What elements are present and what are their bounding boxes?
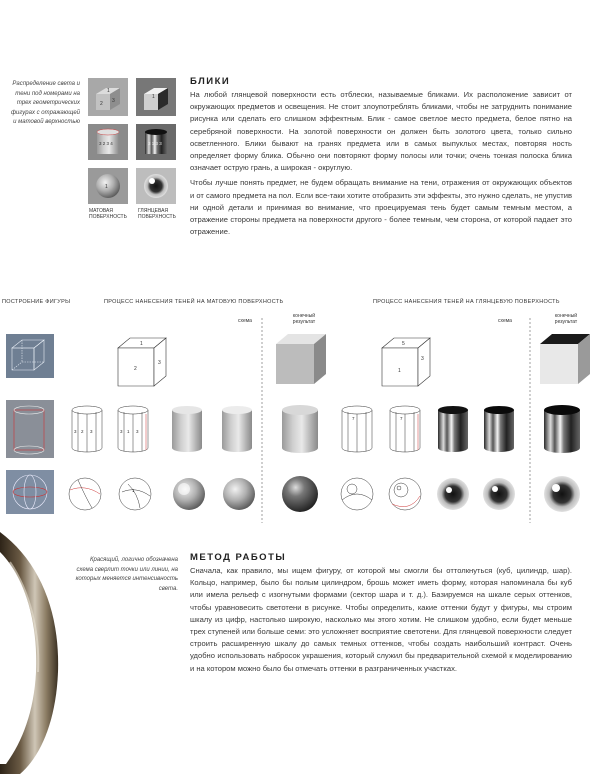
thumb-cube-gloss-icon xyxy=(136,78,176,116)
svg-text:3: 3 xyxy=(120,429,123,434)
thumb-caption-matte: МАТОВАЯ ПОВЕРХНОСТЬ xyxy=(89,208,127,220)
thumb-cube-matte-icon xyxy=(88,78,128,116)
svg-text:1: 1 xyxy=(105,184,108,190)
gloss-cylinder-result-icon xyxy=(544,405,580,453)
svg-text:1: 1 xyxy=(107,88,110,94)
method-text: Сначала, как правило, мы ищем фигуру, от которой мы смогли бы оттолкнуться (куб, цилиндр, шар). Кольцо, например, было бы полым цилиндром, брошь может иметь форму, которая напоминала бы куб или имела рельеф с изогнутыми формами (сектор шара и т. д.). Базируемся на шкале серых оттенков, чтобы уравновесить светотени в рисунке. Чтобы определить, какие оттенки будут у фигуры, мы строим шкалу из цифр, настолько широкую, насколько мы этого хотим. Не слишком удобно, если будет меньше трех ступеней или больше семи: это усложняет восприятие светотени. Для глянцевой поверхности следует строить расширенную шкалу до самых темных оттенков, чтобы создать наибольший контраст. Очень удобно использовать набросок украшения, который служил бы предварительной схемой к моделированию и на котором можно было бы отмечать оттенки в разграниченных участках. xyxy=(190,566,572,673)
glossy-process-label: ПРОЦЕСС НАНЕСЕНИЯ ТЕНЕЙ НА ГЛЯНЦЕВУЮ ПОВЕРХНОСТЬ xyxy=(373,299,560,305)
svg-text:2: 2 xyxy=(100,101,103,107)
construction-cube-icon xyxy=(6,334,54,378)
svg-text:3 1 3 3: 3 1 3 3 xyxy=(148,141,162,146)
svg-text:7: 7 xyxy=(400,416,403,421)
matte-sphere-step1-icon xyxy=(69,478,101,510)
gloss-sphere-step2-icon xyxy=(389,478,421,510)
gloss-cube-scheme-icon xyxy=(382,338,430,386)
svg-text:3: 3 xyxy=(136,429,139,434)
svg-text:3: 3 xyxy=(421,356,424,362)
ring-photo-icon xyxy=(0,532,70,774)
svg-text:3: 3 xyxy=(74,429,77,434)
svg-text:1: 1 xyxy=(127,429,130,434)
highlights-paragraph-2: Чтобы лучше понять предмет, не будем обращать внимание на тени, отражения от окружающих объектов и от самого предмета на пол. Если все-таки хотите отобразить эти эффекты, это нужно сделать, не упустив ни одной детали и принимая во внимание, что проецируемая тень будет самым темным местом, а отражение стороны предмета на поверхности другого - более темным, чем сторона, от которой падает это отражение. xyxy=(190,178,572,237)
svg-text:2: 2 xyxy=(81,429,84,434)
construction-label: ПОСТРОЕНИЕ ФИГУРЫ xyxy=(2,299,71,305)
highlights-title: БЛИКИ xyxy=(190,76,231,87)
svg-text:1: 1 xyxy=(132,488,135,493)
construction-sphere-icon xyxy=(6,470,54,514)
matte-sphere-step2-icon xyxy=(119,478,151,510)
svg-text:5: 5 xyxy=(402,341,405,347)
gloss-cube-result-icon xyxy=(540,334,590,384)
gloss-sphere-step4-icon xyxy=(483,478,515,510)
svg-text:3: 3 xyxy=(112,98,115,104)
svg-text:1: 1 xyxy=(140,341,143,347)
highlights-paragraph-1: На любой глянцевой поверхности есть отблески, называемые бликами. Их расположение зависит от окружающих предметов и освещения. Не стоит злоупотреблять бликами, чтобы не затруднить понимание рисунка или сделать его слишком эффектным. Блик - самое светлое место предмета, белое пятно на серебряной поверхности. На золотой поверхности он должен быть золотого цвета, только сильно осветленного. Блики бывают на гранях предмета или в самых выпуклых местах, повторяя ность определяет форму блика. Обычно они повторяют форму полосы или точки; очень тонкая полоска блика означает острую грань, а широкая - округлую. xyxy=(190,90,572,173)
scheme-label-1: схема xyxy=(238,318,252,324)
result-label-1: конечный результат xyxy=(292,313,316,325)
thumb-sphere-matte-icon xyxy=(88,168,128,204)
method-title: МЕТОД РАБОТЫ xyxy=(190,552,287,563)
svg-text:2: 2 xyxy=(134,366,137,372)
svg-text:3 2 3 4: 3 2 3 4 xyxy=(99,141,113,146)
thumb-caption-glossy: ГЛЯНЦЕВАЯ ПОВЕРХНОСТЬ xyxy=(138,208,176,220)
matte-cube-scheme-icon xyxy=(118,338,166,386)
gloss-cylinder-step4-icon xyxy=(484,406,514,452)
bottom-caption: Красящий, логично обозначена схема сверлит точки или линии, на которых меняется интенсивность света. xyxy=(75,557,178,592)
thumb-cylinder-gloss-icon xyxy=(136,124,176,160)
result-label-2: конечный результат xyxy=(554,313,578,325)
svg-text:7: 7 xyxy=(352,416,355,421)
svg-text:1: 1 xyxy=(152,94,155,100)
shading-process-diagram xyxy=(0,308,604,528)
svg-text:1: 1 xyxy=(398,368,401,374)
thumb-cylinder-matte-icon xyxy=(88,124,128,160)
matte-process-label: ПРОЦЕСС НАНЕСЕНИЯ ТЕНЕЙ НА МАТОВУЮ ПОВЕРХНОСТЬ xyxy=(104,299,284,305)
gloss-cylinder-step3-icon xyxy=(438,406,468,452)
highlights-text xyxy=(190,89,572,241)
matte-cylinder-step1-icon xyxy=(72,406,102,452)
gloss-sphere-result-icon xyxy=(544,476,580,512)
thumbnail-grid xyxy=(88,78,178,218)
matte-cylinder-step4-icon xyxy=(222,406,252,452)
construction-cylinder-icon xyxy=(6,400,54,458)
gloss-sphere-step3-icon xyxy=(437,478,469,510)
matte-cylinder-result-icon xyxy=(282,405,318,453)
matte-cylinder-step3-icon xyxy=(172,406,202,452)
matte-cylinder-step2-icon xyxy=(118,406,148,452)
gloss-cylinder-step1-icon xyxy=(342,406,372,452)
thumb-sphere-gloss-icon xyxy=(136,168,176,204)
gloss-cylinder-step2-icon xyxy=(390,406,420,452)
top-caption: Распределение света и тени под номерами на трех геометрических фигурах с отражающей и матовой верхностью xyxy=(10,81,80,125)
matte-sphere-result-icon xyxy=(282,476,318,512)
matte-cube-result-icon xyxy=(276,334,326,384)
matte-sphere-step3-icon xyxy=(173,478,205,510)
matte-sphere-step4-icon xyxy=(223,478,255,510)
svg-text:3: 3 xyxy=(90,429,93,434)
svg-text:3: 3 xyxy=(158,360,161,366)
scheme-label-2: схема xyxy=(498,318,512,324)
gloss-sphere-step1-icon xyxy=(341,478,373,510)
